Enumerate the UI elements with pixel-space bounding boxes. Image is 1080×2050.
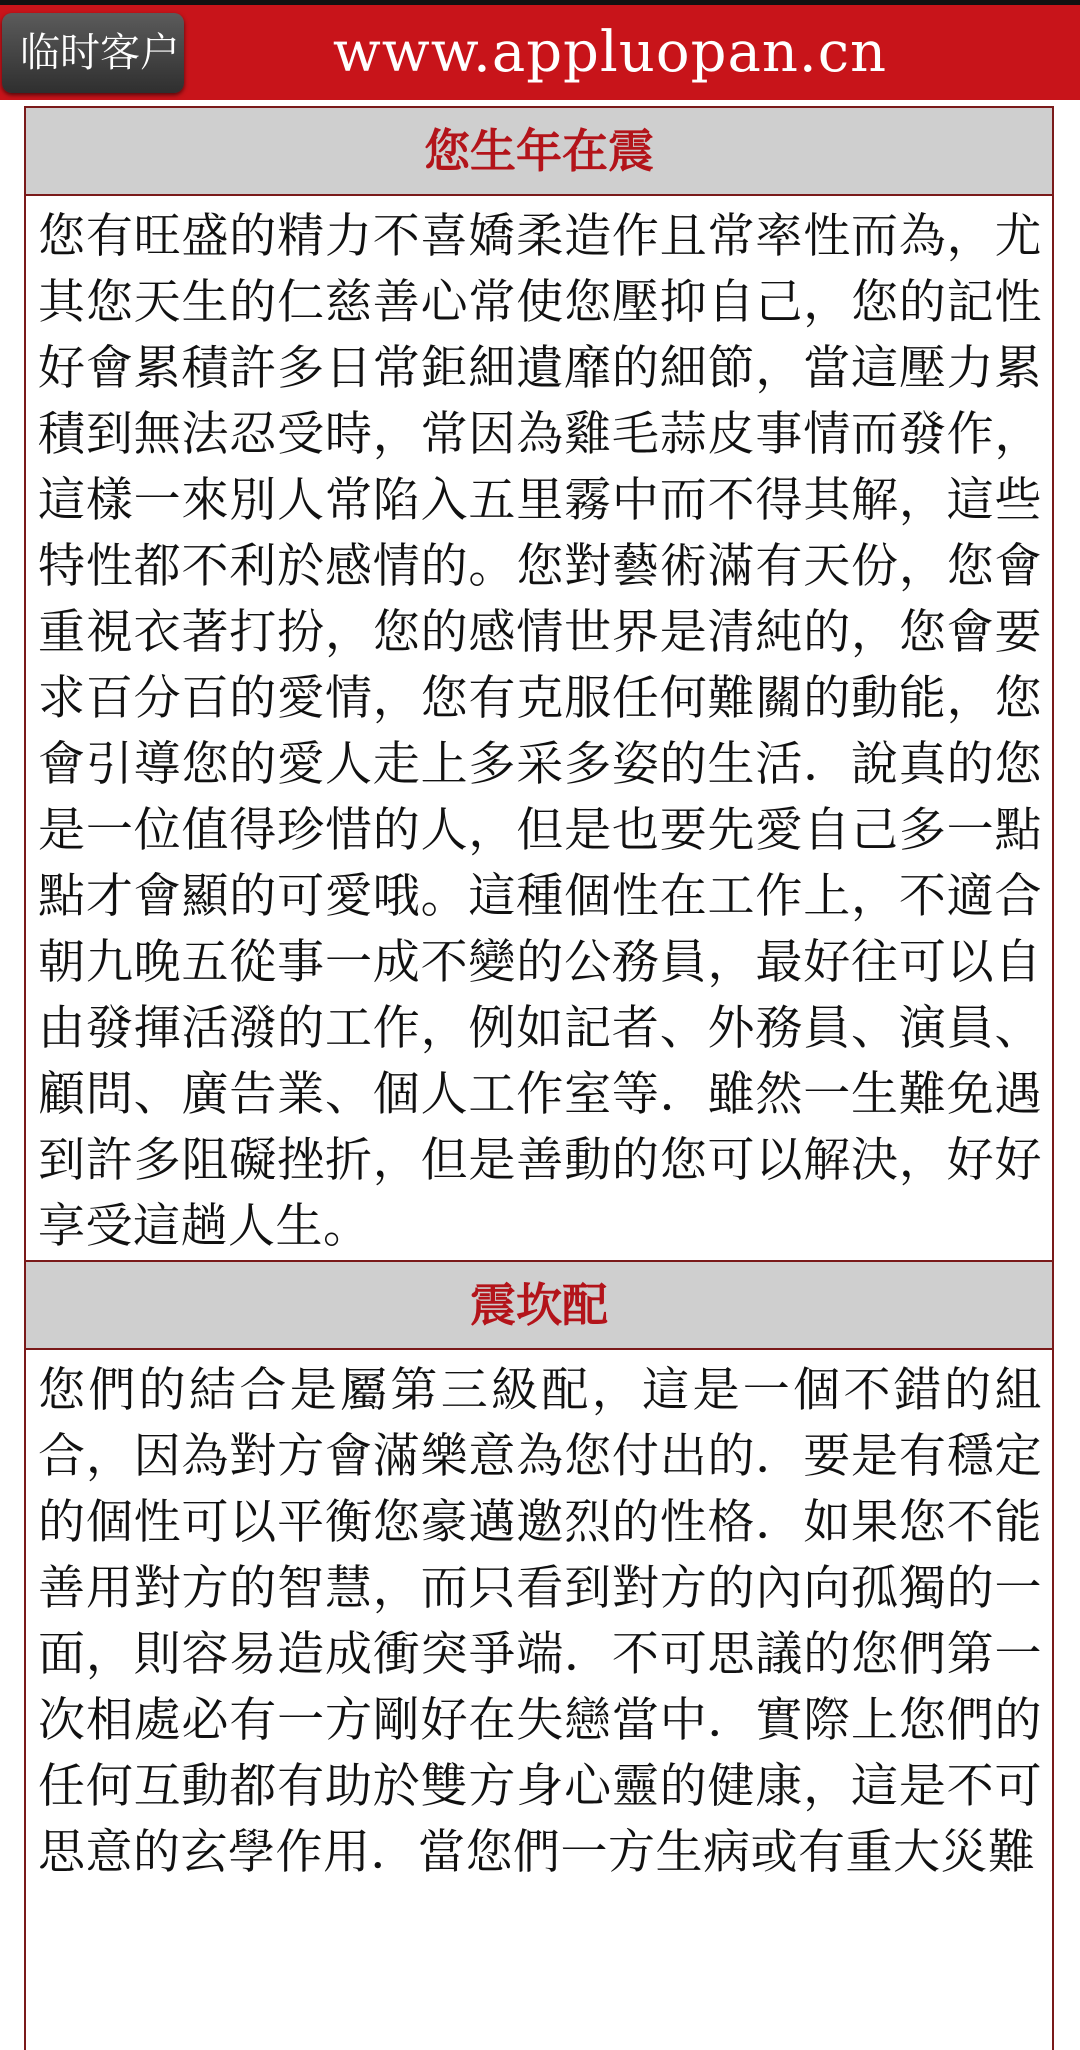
back-button[interactable] xyxy=(2,13,184,93)
top-bar xyxy=(0,0,1080,100)
section-title-birth-year: 您生年在震 xyxy=(24,106,1054,196)
site-url-title: www.appluopan.cn xyxy=(332,20,888,85)
section-body-match: 您們的結合是屬第三級配，這是一個不錯的組合，因為對方會滿樂意為您付出的．要是有穩定的個性可以平衡您豪邁邀烈的性格．如果您不能善用對方的智慧，而只看到對方的內向孤獨的一面，則容易造成衝突爭端．不可思議的您們第一次相處必有一方剛好在失戀當中．實際上您們的任何互動都有助於雙方身心靈的健康，這是不可思意的玄學作用．當您們一方生病或有重大災難 xyxy=(24,1350,1054,2050)
content-area xyxy=(24,106,1054,2050)
section-body-birth-year: 您有旺盛的精力不喜嬌柔造作且常率性而為，尤其您天生的仁慈善心常使您壓抑自己，您的記性好會累積許多日常鉅細遺靡的細節，當這壓力累積到無法忍受時，常因為雞毛蒜皮事情而發作，這樣一來別人常陷入五里霧中而不得其解，這些特性都不利於感情的。您對藝術滿有天份，您會重視衣著打扮，您的感情世界是清純的，您會要求百分百的愛情，您有克服任何難關的動能，您會引導您的愛人走上多采多姿的生活．說真的您是一位值得珍惜的人，但是也要先愛自己多一點點才會顯的可愛哦。這種個性在工作上，不適合朝九晚五從事一成不變的公務員，最好往可以自由發揮活潑的工作，例如記者、外務員、演員、顧問、廣告業、個人工作室等．雖然一生難免遇到許多阻礙挫折，但是善動的您可以解決，好好享受這趟人生。 xyxy=(24,196,1054,1260)
back-button-label: 临时客户 xyxy=(20,30,180,76)
section-title-match: 震坎配 xyxy=(24,1260,1054,1350)
